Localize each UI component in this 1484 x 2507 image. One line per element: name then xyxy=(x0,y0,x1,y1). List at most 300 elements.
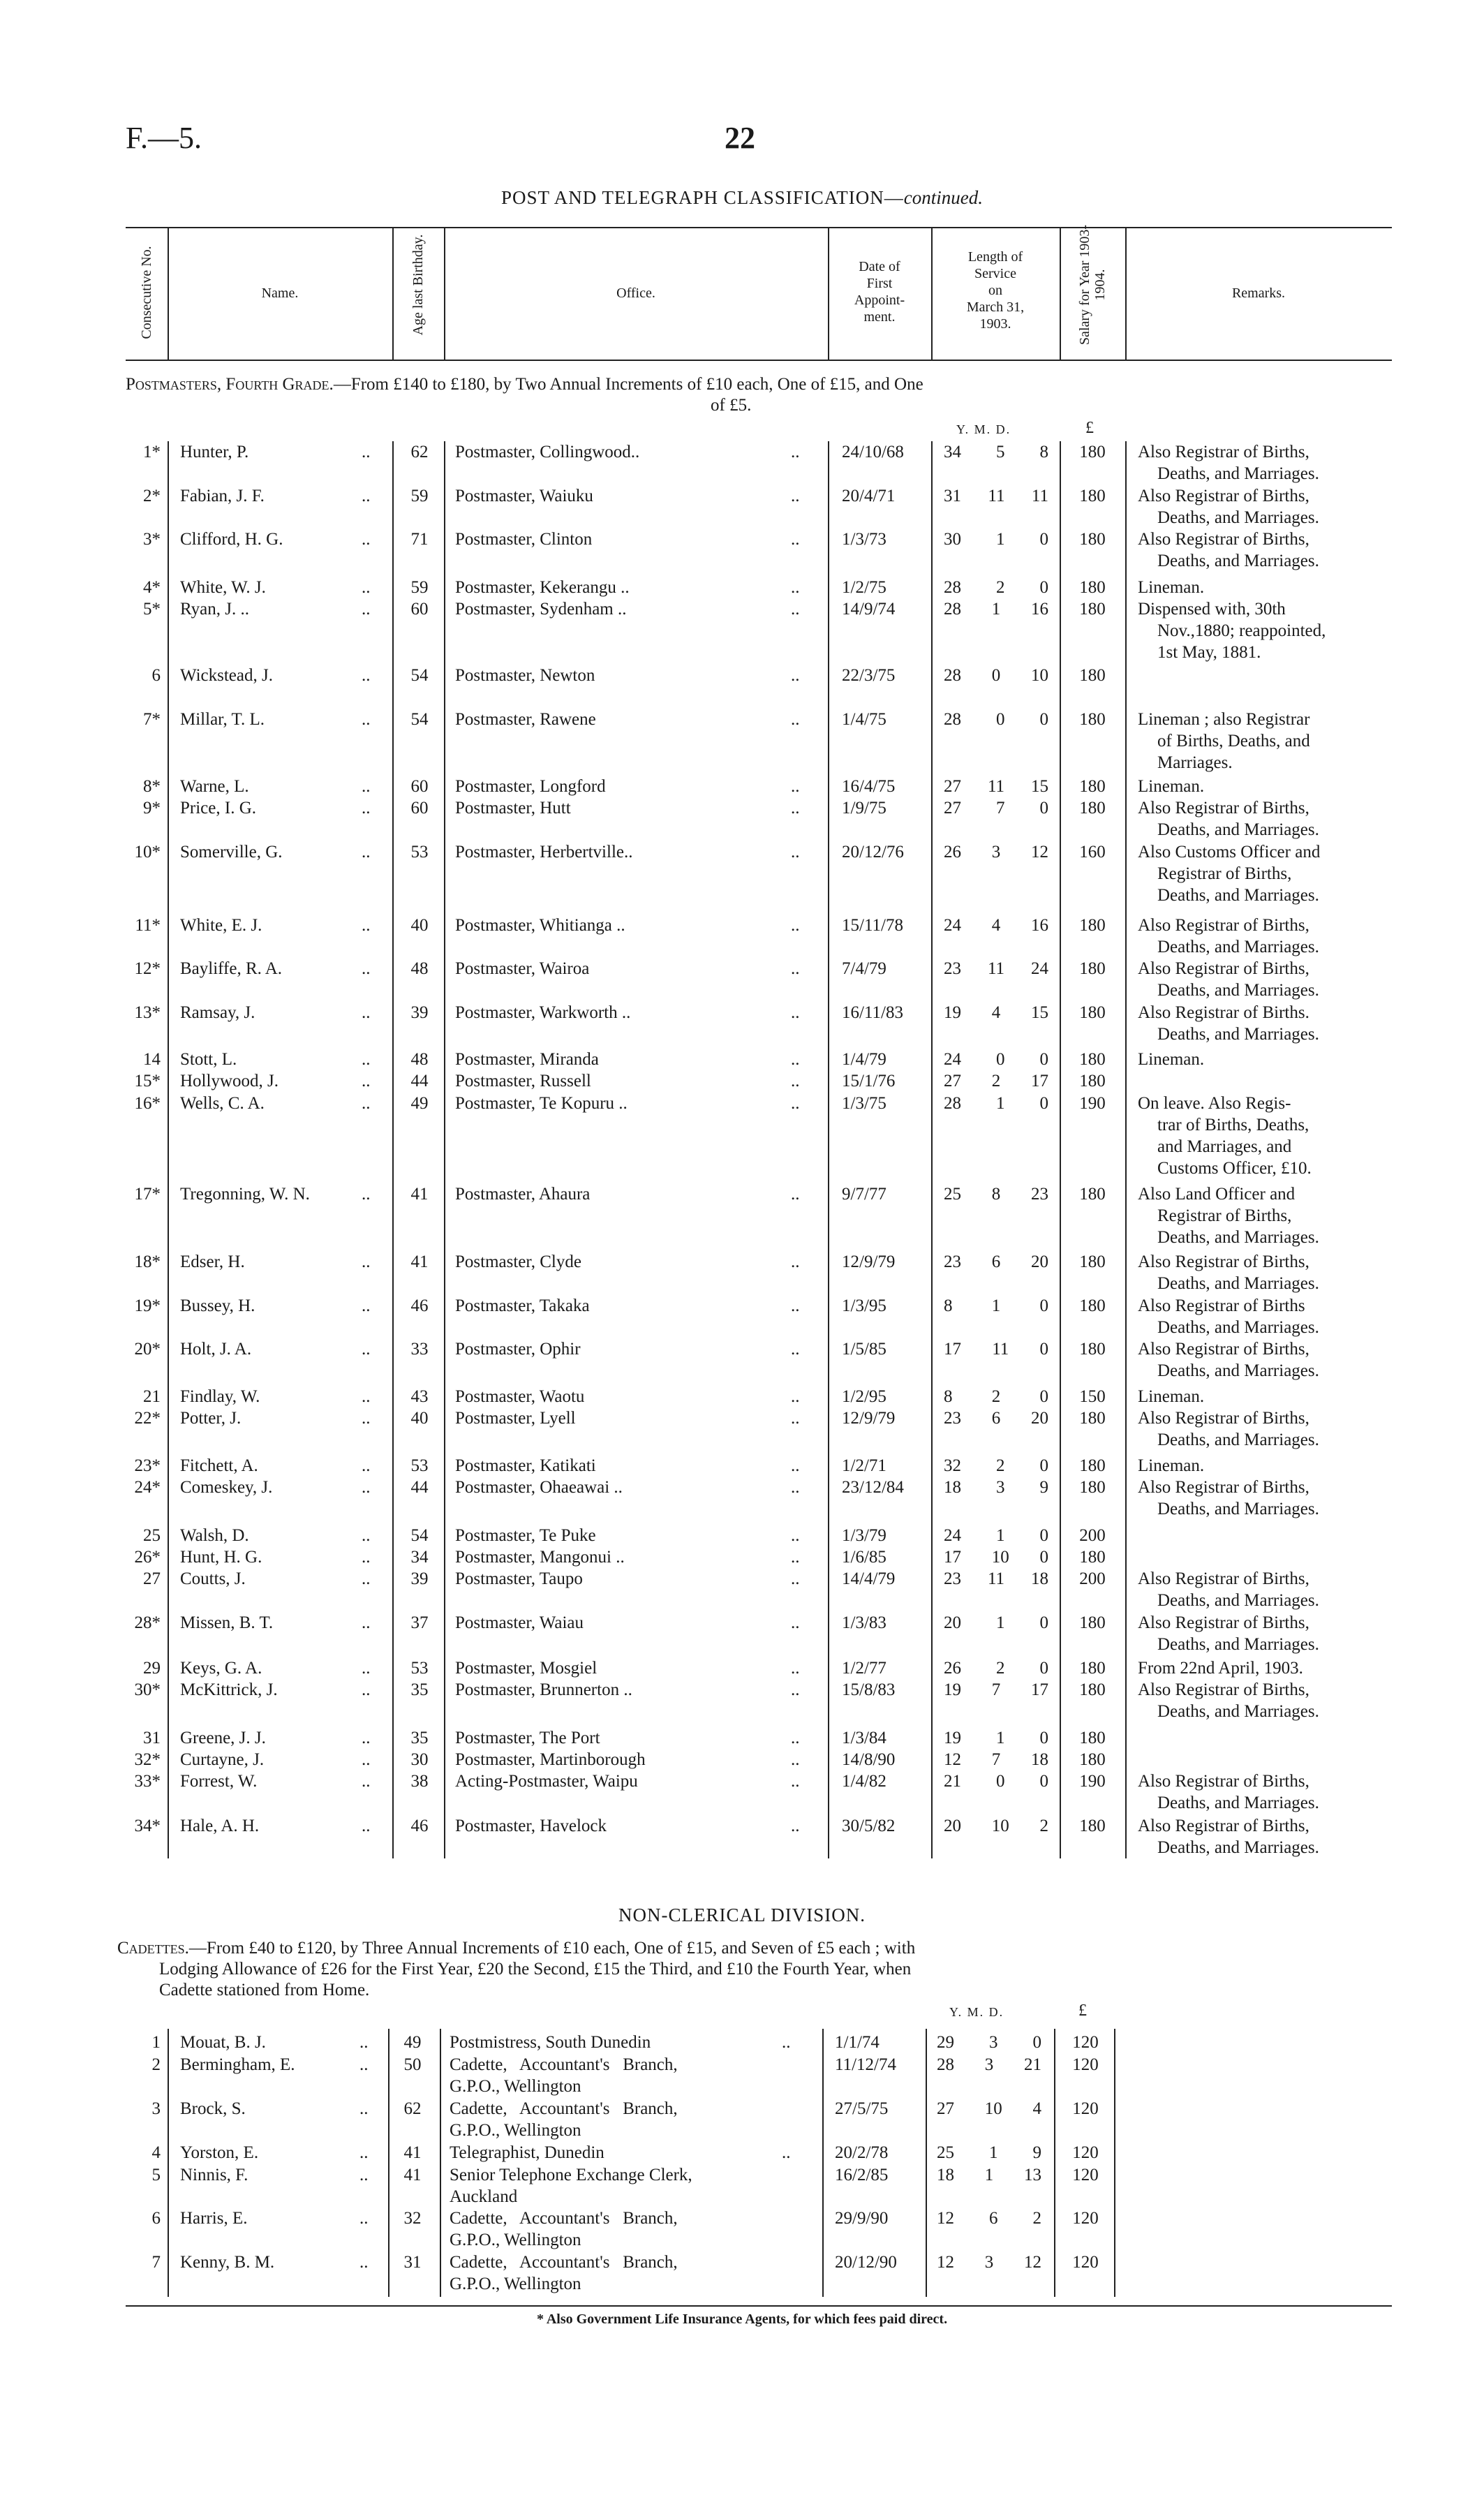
leader-dots: .. xyxy=(362,530,371,549)
service-d: 4 xyxy=(1032,2099,1041,2118)
leader-dots: .. xyxy=(791,530,800,549)
remarks-line: From 22nd April, 1903. xyxy=(1138,1659,1303,1678)
remarks-line: Deaths, and Marriages. xyxy=(1157,1318,1319,1337)
service-m: 0 xyxy=(996,1050,1005,1069)
leader-dots: .. xyxy=(782,2033,791,2052)
employee-name: Hunt, H. G. xyxy=(180,1548,262,1567)
office: Postmaster, Takaka xyxy=(455,1296,590,1315)
consecutive-no: 8* xyxy=(143,777,161,796)
service-m: 2 xyxy=(996,1659,1005,1678)
leader-dots: .. xyxy=(791,443,800,461)
employee-name: Fitchett, A. xyxy=(180,1456,258,1475)
remarks-line: Customs Officer, £10. xyxy=(1157,1159,1312,1178)
office-line: G.P.O., Wellington xyxy=(450,2121,581,2140)
appointment-date: 1/3/79 xyxy=(842,1526,886,1545)
date-hdr-line: Date of xyxy=(859,259,900,274)
employee-name: Somerville, G. xyxy=(180,843,283,861)
header-top-rule xyxy=(126,227,1392,228)
salary: 180 xyxy=(1079,1003,1106,1022)
service-y: 21 xyxy=(944,1772,961,1791)
office xyxy=(450,2251,818,2295)
age: 41 xyxy=(403,2166,422,2184)
consecutive-no: 13* xyxy=(134,1003,161,1022)
remarks-line: Deaths, and Marriages. xyxy=(1157,1794,1319,1812)
employee-name: Edser, H. xyxy=(180,1252,245,1271)
leader-dots: .. xyxy=(362,1456,371,1475)
age: 48 xyxy=(410,959,429,978)
appointment-date: 20/2/78 xyxy=(835,2143,889,2162)
salary: 120 xyxy=(1072,2033,1099,2052)
service-y: 28 xyxy=(944,1094,961,1113)
leader-dots: .. xyxy=(362,1296,371,1315)
salary: 180 xyxy=(1079,1729,1106,1747)
remarks-line: Also Land Officer and xyxy=(1138,1185,1296,1204)
service-d: 16 xyxy=(1031,600,1048,619)
salary: 200 xyxy=(1079,1569,1106,1588)
employee-name: Wells, C. A. xyxy=(180,1094,265,1113)
service-m: 1 xyxy=(991,1296,1001,1315)
age: 60 xyxy=(410,600,429,619)
leader-dots: .. xyxy=(791,1478,800,1497)
service-m: 6 xyxy=(991,1409,1001,1428)
consecutive-no: 7 xyxy=(151,2253,161,2272)
ymd-label-2: Y. M. D. xyxy=(949,2005,1004,2019)
employee-name: Missen, B. T. xyxy=(180,1613,274,1632)
leader-dots: .. xyxy=(362,959,371,978)
length-of-service xyxy=(944,1612,1048,1634)
leader-dots: .. xyxy=(791,799,800,818)
service-m: 1 xyxy=(996,1094,1005,1113)
employee-name: McKittrick, J. xyxy=(180,1680,278,1699)
length-hdr-line: March 31, xyxy=(966,299,1025,315)
appointment-date: 1/3/95 xyxy=(842,1296,886,1315)
length-of-service xyxy=(944,1093,1048,1114)
service-d: 9 xyxy=(1039,1478,1048,1497)
age: 53 xyxy=(410,1456,429,1475)
col-divider xyxy=(931,441,933,1858)
remarks xyxy=(1138,1407,1397,1451)
title-main: POST AND TELEGRAPH CLASSIFICATION— xyxy=(500,187,904,208)
length-of-service xyxy=(944,841,1048,863)
col-header-office: Office. xyxy=(616,286,655,301)
service-d: 0 xyxy=(1039,578,1048,597)
remarks xyxy=(1138,797,1397,841)
service-y: 17 xyxy=(944,1548,961,1567)
remarks-line: Also Registrar of Births, xyxy=(1138,1340,1309,1359)
leader-dots: .. xyxy=(791,1548,800,1567)
consecutive-no: 32* xyxy=(134,1750,161,1769)
service-m: 7 xyxy=(991,1680,1001,1699)
service-d: 16 xyxy=(1031,916,1048,935)
service-d: 0 xyxy=(1039,1548,1048,1567)
service-y: 28 xyxy=(944,600,961,619)
leader-dots: .. xyxy=(782,2143,791,2162)
col-header-age: Age last Birthday. xyxy=(410,234,426,336)
service-d: 0 xyxy=(1039,1456,1048,1475)
salary: 120 xyxy=(1072,2166,1099,2184)
leader-dots: .. xyxy=(362,1094,371,1113)
leader-dots: .. xyxy=(359,2253,369,2272)
office: Postmaster, Sydenham .. xyxy=(455,600,627,619)
employee-name: Fabian, J. F. xyxy=(180,487,265,505)
appointment-date: 20/4/71 xyxy=(842,487,896,505)
col-divider xyxy=(392,227,394,360)
office: Acting-Postmaster, Waipu xyxy=(455,1772,638,1791)
office-line: Postmistress, South Dunedin xyxy=(450,2033,651,2052)
service-y: 27 xyxy=(944,777,961,796)
remarks-line: Also Customs Officer and xyxy=(1138,843,1321,861)
remarks-line: Also Registrar of Births, xyxy=(1138,1569,1309,1588)
leader-dots: .. xyxy=(791,487,800,505)
remarks-line: Also Registrar of Births, xyxy=(1138,1772,1309,1791)
consecutive-no: 19* xyxy=(134,1296,161,1315)
col-divider xyxy=(444,441,445,1858)
salary: 180 xyxy=(1079,666,1106,685)
remarks-line: Lineman ; also Registrar xyxy=(1138,710,1310,729)
service-m: 4 xyxy=(991,1003,1001,1022)
col-divider xyxy=(828,441,829,1858)
leader-dots: .. xyxy=(791,1409,800,1428)
col-header-date xyxy=(828,258,931,325)
salary: 180 xyxy=(1079,600,1106,619)
leader-dots: .. xyxy=(791,578,800,597)
office-line: Senior Telephone Exchange Clerk, xyxy=(450,2166,692,2184)
leader-dots: .. xyxy=(791,1729,800,1747)
age: 54 xyxy=(410,1526,429,1545)
remarks-line: Also Registrar of Births, xyxy=(1138,1478,1309,1497)
age: 38 xyxy=(410,1772,429,1791)
leader-dots: .. xyxy=(359,2143,369,2162)
remarks-line: and Marriages, and xyxy=(1157,1137,1292,1156)
office: Postmaster, Rawene xyxy=(455,710,596,729)
leader-dots: .. xyxy=(791,1340,800,1359)
service-d: 15 xyxy=(1031,1003,1048,1022)
office xyxy=(450,2032,818,2053)
leader-dots: .. xyxy=(791,1569,800,1588)
salary: 190 xyxy=(1079,1772,1106,1791)
age: 43 xyxy=(410,1387,429,1406)
consecutive-no: 18* xyxy=(134,1252,161,1271)
salary: 180 xyxy=(1079,1680,1106,1699)
service-y: 17 xyxy=(944,1340,961,1359)
office-line: G.P.O., Wellington xyxy=(450,2231,581,2249)
office: Postmaster, Taupo xyxy=(455,1569,583,1588)
office: Postmaster, Havelock xyxy=(455,1817,607,1835)
remarks-line: Deaths, and Marriages. xyxy=(1157,1838,1319,1857)
remarks xyxy=(1138,1477,1397,1520)
office: Postmaster, Newton xyxy=(455,666,595,685)
salary: 180 xyxy=(1079,1050,1106,1069)
office-line: Cadette, Accountant's Branch, xyxy=(450,2099,678,2118)
appointment-date: 1/3/84 xyxy=(842,1729,886,1747)
service-y: 29 xyxy=(937,2033,954,2052)
remarks-line: Deaths, and Marriages. xyxy=(1157,1702,1319,1721)
office: Postmaster, Martinborough xyxy=(455,1750,646,1769)
length-of-service xyxy=(944,1679,1048,1701)
age: 50 xyxy=(403,2055,422,2074)
service-m: 5 xyxy=(996,443,1005,461)
employee-name: Keys, G. A. xyxy=(180,1659,262,1678)
length-hdr-line: Service xyxy=(974,266,1016,281)
salary: 180 xyxy=(1079,1613,1106,1632)
service-d: 2 xyxy=(1039,1817,1048,1835)
leader-dots: .. xyxy=(362,1252,371,1271)
office: Postmaster, Clinton xyxy=(455,530,593,549)
salary: 180 xyxy=(1079,710,1106,729)
employee-name: Coutts, J. xyxy=(180,1569,246,1588)
employee-name: White, E. J. xyxy=(180,916,262,935)
age: 54 xyxy=(410,666,429,685)
employee-name: Ryan, J. .. xyxy=(180,600,249,619)
length-of-service xyxy=(937,2164,1041,2186)
age: 39 xyxy=(410,1569,429,1588)
leader-dots: .. xyxy=(362,1050,371,1069)
remarks-line: Deaths, and Marriages. xyxy=(1157,1361,1319,1380)
office xyxy=(450,2142,818,2164)
age: 44 xyxy=(410,1072,429,1090)
remarks xyxy=(1138,958,1397,1001)
leader-dots: .. xyxy=(362,1569,371,1588)
remarks xyxy=(1138,1386,1397,1407)
remarks xyxy=(1138,1657,1397,1679)
service-y: 23 xyxy=(944,959,961,978)
service-y: 27 xyxy=(937,2099,954,2118)
service-y: 12 xyxy=(937,2253,954,2272)
col-header-consecutive: Consecutive No. xyxy=(139,246,154,339)
salary: 180 xyxy=(1079,578,1106,597)
service-m: 1 xyxy=(991,600,1001,619)
remarks-line: Nov.,1880; reappointed, xyxy=(1157,621,1326,640)
service-m: 0 xyxy=(991,666,1001,685)
consecutive-no: 4* xyxy=(143,578,161,597)
office xyxy=(450,2098,818,2141)
office: Postmaster, Mosgiel xyxy=(455,1659,598,1678)
leader-dots: .. xyxy=(791,1072,800,1090)
service-m: 6 xyxy=(991,1252,1001,1271)
remarks xyxy=(1138,528,1397,572)
service-m: 6 xyxy=(989,2209,998,2228)
office-line: Cadette, Accountant's Branch, xyxy=(450,2055,678,2074)
service-y: 23 xyxy=(944,1409,961,1428)
remarks xyxy=(1138,441,1397,485)
employee-name: Stott, L. xyxy=(180,1050,237,1069)
salary: 180 xyxy=(1079,530,1106,549)
leader-dots: .. xyxy=(362,1729,371,1747)
date-hdr-line: Appoint- xyxy=(854,293,905,308)
service-d: 0 xyxy=(1039,710,1048,729)
remarks-line: Also Registrar of Births xyxy=(1138,1296,1305,1315)
service-m: 1 xyxy=(984,2166,994,2184)
remarks-line: Deaths, and Marriages. xyxy=(1157,552,1319,570)
office: Postmaster, Miranda xyxy=(455,1050,599,1069)
service-m: 1 xyxy=(989,2143,998,2162)
remarks-line: Registrar of Births, xyxy=(1157,864,1292,883)
remarks xyxy=(1138,598,1397,663)
service-d: 23 xyxy=(1031,1185,1048,1204)
employee-name: Harris, E. xyxy=(180,2209,248,2228)
salary: 190 xyxy=(1079,1094,1106,1113)
service-y: 24 xyxy=(944,916,961,935)
service-d: 0 xyxy=(1039,799,1048,818)
service-y: 19 xyxy=(944,1003,961,1022)
service-m: 1 xyxy=(996,1729,1005,1747)
leader-dots: .. xyxy=(791,1387,800,1406)
remarks-line: Deaths, and Marriages. xyxy=(1157,1591,1319,1610)
age: 44 xyxy=(410,1478,429,1497)
leader-dots: .. xyxy=(362,1548,371,1567)
age: 40 xyxy=(410,1409,429,1428)
service-y: 30 xyxy=(944,530,961,549)
service-m: 10 xyxy=(984,2099,1002,2118)
length-of-service xyxy=(944,1568,1048,1590)
remarks-line: Also Registrar of Births, xyxy=(1138,487,1309,505)
salary: 120 xyxy=(1072,2209,1099,2228)
age: 31 xyxy=(403,2253,422,2272)
service-d: 0 xyxy=(1039,1387,1048,1406)
service-d: 21 xyxy=(1024,2055,1041,2074)
col-divider xyxy=(1060,441,1061,1858)
service-y: 12 xyxy=(937,2209,954,2228)
consecutive-no: 17* xyxy=(134,1185,161,1204)
service-m: 3 xyxy=(984,2253,994,2272)
appointment-date: 30/5/82 xyxy=(842,1817,896,1835)
col-divider xyxy=(1060,227,1061,360)
remarks xyxy=(1138,1251,1397,1294)
service-d: 0 xyxy=(1039,1050,1048,1069)
consecutive-no: 30* xyxy=(134,1680,161,1699)
service-y: 18 xyxy=(937,2166,954,2184)
length-of-service xyxy=(937,2098,1041,2120)
service-y: 19 xyxy=(944,1680,961,1699)
length-of-service xyxy=(944,1386,1048,1407)
leader-dots: .. xyxy=(362,578,371,597)
length-of-service xyxy=(944,1727,1048,1749)
length-of-service xyxy=(944,665,1048,686)
remarks-line: Also Registrar of Births, xyxy=(1138,1613,1309,1632)
employee-name: Walsh, D. xyxy=(180,1526,249,1545)
service-d: 2 xyxy=(1032,2209,1041,2228)
service-m: 4 xyxy=(991,916,1001,935)
remarks xyxy=(1138,1770,1397,1814)
employee-name: Mouat, B. J. xyxy=(180,2033,266,2052)
service-y: 27 xyxy=(944,799,961,818)
consecutive-no: 24* xyxy=(134,1478,161,1497)
appointment-date: 1/3/73 xyxy=(842,530,886,549)
service-m: 3 xyxy=(989,2033,998,2052)
leader-dots: .. xyxy=(362,1003,371,1022)
length-of-service xyxy=(944,485,1048,507)
length-of-service xyxy=(944,1749,1048,1770)
employee-name: Hale, A. H. xyxy=(180,1817,260,1835)
appointment-date: 12/9/79 xyxy=(842,1409,896,1428)
remarks-line: Deaths, and Marriages. xyxy=(1157,820,1319,839)
consecutive-no: 29 xyxy=(143,1659,161,1678)
consecutive-no: 15* xyxy=(134,1072,161,1090)
service-y: 26 xyxy=(944,843,961,861)
section2-heading-line3: Cadette stationed from Home. xyxy=(159,1981,370,1999)
office: Postmaster, Waiau xyxy=(455,1613,584,1632)
employee-name: Millar, T. L. xyxy=(180,710,265,729)
salary: 180 xyxy=(1079,777,1106,796)
office: Postmaster, Waotu xyxy=(455,1387,585,1406)
section1-scale: —From £140 to £180, by Two Annual Increments of £10 each, One of £15, and One xyxy=(333,375,923,394)
page-number: 22 xyxy=(725,121,755,155)
length-of-service xyxy=(944,1183,1048,1205)
service-m: 2 xyxy=(996,578,1005,597)
leader-dots: .. xyxy=(791,843,800,861)
age: 41 xyxy=(403,2143,422,2162)
leader-dots: .. xyxy=(362,710,371,729)
section1-heading xyxy=(126,374,923,395)
appointment-date: 29/9/90 xyxy=(835,2209,889,2228)
service-d: 0 xyxy=(1039,1613,1048,1632)
age: 46 xyxy=(410,1817,429,1835)
age: 71 xyxy=(410,530,429,549)
salary: 180 xyxy=(1079,1659,1106,1678)
remarks-line: Lineman. xyxy=(1138,777,1205,796)
remarks xyxy=(1138,915,1397,958)
leader-dots: .. xyxy=(362,1817,371,1835)
leader-dots: .. xyxy=(359,2166,369,2184)
length-of-service xyxy=(944,441,1048,463)
footnote: * Also Government Life Insurance Agents, for which fees paid direct. xyxy=(536,2312,948,2327)
remarks xyxy=(1138,577,1397,598)
leader-dots: .. xyxy=(791,959,800,978)
section2-heading xyxy=(117,1938,915,1959)
salary: 180 xyxy=(1079,1296,1106,1315)
remarks-line: Deaths, and Marriages. xyxy=(1157,1430,1319,1449)
office: Postmaster, Herbertville.. xyxy=(455,843,633,861)
service-m: 2 xyxy=(991,1072,1001,1090)
remarks-line: Also Registrar of Births, xyxy=(1138,959,1309,978)
age: 41 xyxy=(410,1252,429,1271)
employee-name: Price, I. G. xyxy=(180,799,256,818)
salary: 180 xyxy=(1079,1478,1106,1497)
remarks xyxy=(1138,1679,1397,1722)
appointment-date: 1/4/79 xyxy=(842,1050,886,1069)
service-y: 28 xyxy=(937,2055,954,2074)
service-y: 23 xyxy=(944,1569,961,1588)
age: 49 xyxy=(410,1094,429,1113)
appointment-date: 1/6/85 xyxy=(842,1548,886,1567)
age: 59 xyxy=(410,578,429,597)
age: 41 xyxy=(410,1185,429,1204)
remarks xyxy=(1138,1455,1397,1477)
service-m: 7 xyxy=(996,799,1005,818)
appointment-date: 1/9/75 xyxy=(842,799,886,818)
title-continued: continued. xyxy=(903,187,984,208)
col-divider xyxy=(168,441,169,1858)
service-d: 20 xyxy=(1031,1409,1048,1428)
service-y: 19 xyxy=(944,1729,961,1747)
remarks xyxy=(1138,841,1397,906)
remarks-line: Also Registrar of Births, xyxy=(1138,443,1309,461)
length-of-service xyxy=(944,598,1048,620)
appointment-date: 15/8/83 xyxy=(842,1680,896,1699)
consecutive-no: 16* xyxy=(134,1094,161,1113)
appointment-date: 1/3/83 xyxy=(842,1613,886,1632)
section2-grade: Cadettes. xyxy=(117,1939,189,1958)
col-header-name: Name. xyxy=(261,286,299,301)
service-m: 1 xyxy=(996,530,1005,549)
leader-dots: .. xyxy=(791,1050,800,1069)
office: Postmaster, Clyde xyxy=(455,1252,581,1271)
employee-name: Forrest, W. xyxy=(180,1772,258,1791)
service-d: 0 xyxy=(1039,1729,1048,1747)
appointment-date: 1/3/75 xyxy=(842,1094,886,1113)
leader-dots: .. xyxy=(362,1072,371,1090)
remarks-line: Deaths, and Marriages. xyxy=(1157,1635,1319,1654)
